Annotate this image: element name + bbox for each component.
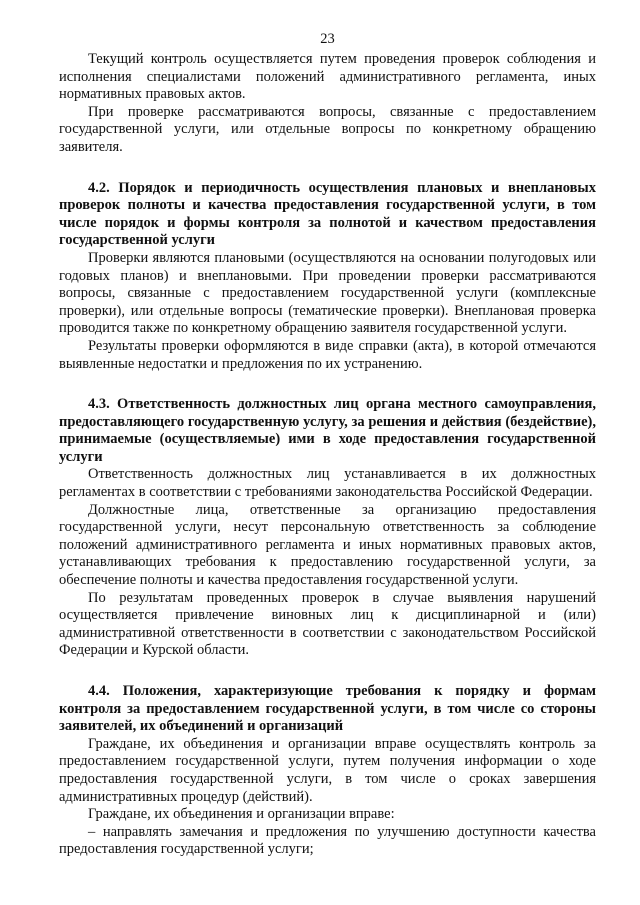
section-heading-4-2: 4.2. Порядок и периодичность осуществления плановых и внеплановых проверок полноты и качества предоставления государственной услуги, в том числе порядок и формы контроля за полнотой и качеством предоставления государственной услуги <box>59 179 596 249</box>
section-paragraph: Проверки являются плановыми (осуществляются на основании полугодовых или годовых планов) и внеплановыми. При проведении проверки рассматриваются вопросы, связанные с предоставлением государственной услуги (комплексные проверки), или отдельные вопросы (тематические проверки). Внеплановая проверка проводится также по конкретному обращению заявителя государственной услуги. <box>59 249 596 337</box>
section-heading-4-3: 4.3. Ответственность должностных лиц органа местного самоуправления, предоставляющего государственную услугу, за решения и действия (бездействие), принимаемые (осуществляемые) ими в ходе предоставления государственной услуги <box>59 396 596 465</box>
section-paragraph: Граждане, их объединения и организации вправе осуществлять контроль за предоставлением государственной услуги, путем получения информации о ходе предоставления государственной услуги, в том числе о сроках завершения административных процедур (действий). <box>59 735 596 805</box>
section-paragraph: Ответственность должностных лиц устанавливается в их должностных регламентах в соответствии с требованиями законодательства Российской Федерации. <box>59 466 596 501</box>
intro-paragraph: При проверке рассматриваются вопросы, связанные с предоставлением государственной услуги, или отдельные вопросы по конкретному обращению заявителя. <box>59 103 596 155</box>
section-paragraph: – направлять замечания и предложения по улучшению доступности качества предоставления государственной услуги; <box>59 823 596 858</box>
section-paragraph: Должностные лица, ответственные за организацию предоставления государственной услуги, несут персональную ответственность за соблюдение положений административного регламента и иных нормативных правовых актов, устанавливающих требования к предоставлению государственной услуги, за обеспечение полноты и качества предоставления государственной услуги. <box>59 501 596 589</box>
page-number: 23 <box>320 31 335 47</box>
section-paragraph: По результатам проведенных проверок в случае выявления нарушений осуществляется привлечение виновных лиц к дисциплинарной и (или) административной ответственности в соответствии с законодательством Российской Федерации и Курской области. <box>59 589 596 659</box>
section-paragraph: Результаты проверки оформляются в виде справки (акта), в которой отмечаются выявленные недостатки и предложения по их устранению. <box>59 337 596 372</box>
intro-paragraph: Текущий контроль осуществляется путем проведения проверок соблюдения и исполнения специалистами положений административного регламента, иных нормативных правовых актов. <box>59 51 596 103</box>
section-paragraph: Граждане, их объединения и организации вправе: <box>88 806 395 823</box>
section-heading-4-4: 4.4. Положения, характеризующие требования к порядку и формам контроля за предоставлением государственной услуги, в том числе со стороны заявителей, их объединений и организаций <box>59 683 596 735</box>
